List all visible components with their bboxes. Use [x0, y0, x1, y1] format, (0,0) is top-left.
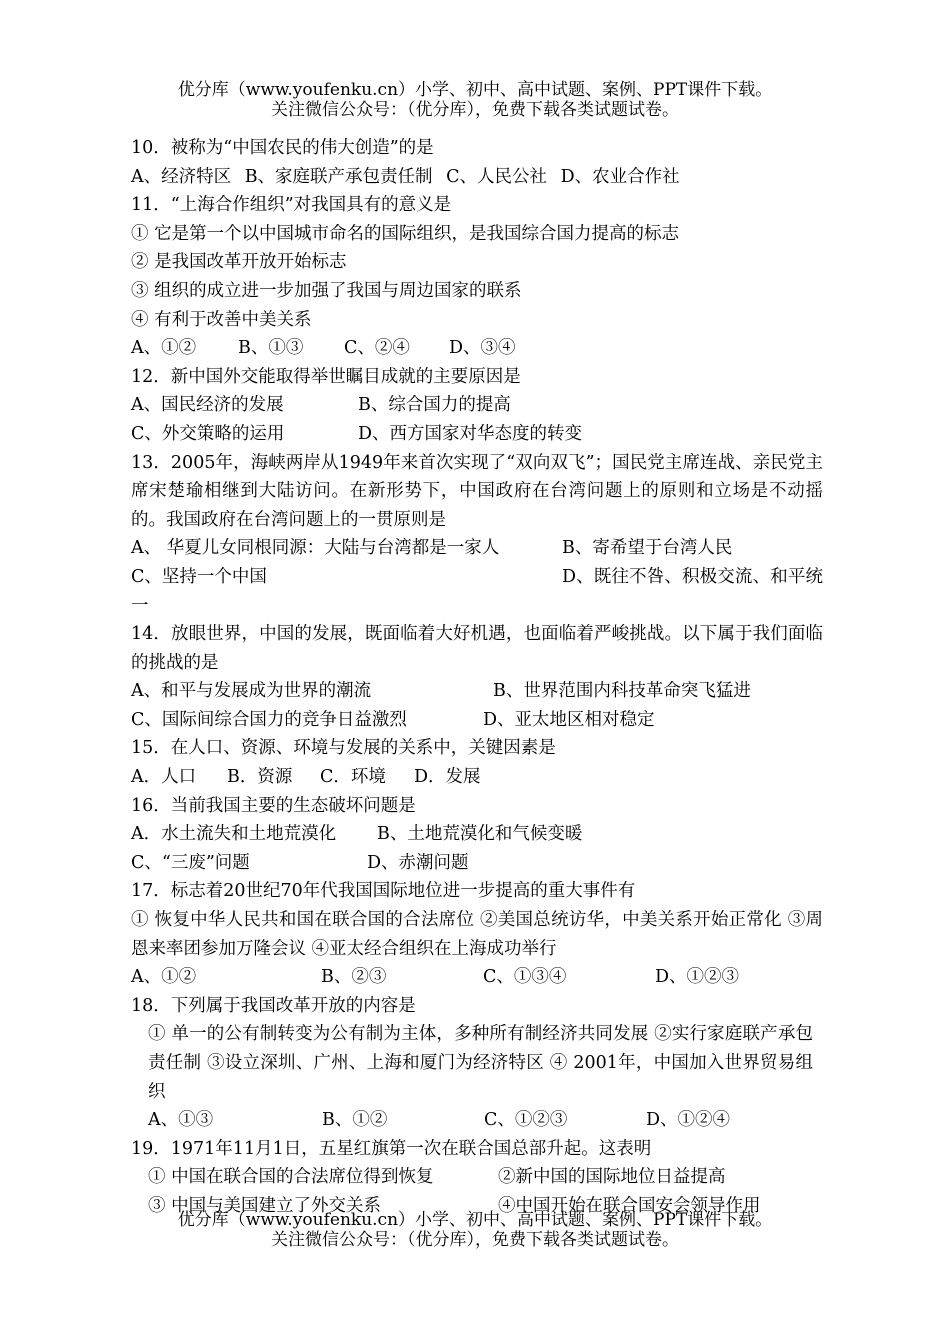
q17-statements: ① 恢复中华人民共和国在联合国的合法席位 ②美国总统访华，中美关系开始正常化 ③周恩来率团参加万隆会议 ④亚太经合组织在上海成功举行 [131, 910, 823, 959]
q11-statement-2: ② 是我国改革开放开始标志 [131, 252, 347, 273]
header-line-1: 优分库（www.youfenku.cn）小学、初中、高中试题、案例、PPT课件下载。 [177, 80, 773, 100]
q18-option-a: A、①③ [148, 1110, 214, 1131]
q11-option-c: C、②④ [344, 338, 410, 359]
q11-option-b: B、①③ [238, 338, 304, 359]
q13-option-d: D、既往不咎、积极交流、和平统一 [131, 566, 823, 616]
q15-option-d: D．发展 [414, 767, 481, 788]
q18-options [131, 1106, 823, 1135]
q18-option-d: D、①②④ [646, 1110, 731, 1131]
q10-options: A、经济特区 B、家庭联产承包责任制 C、人民公社 D、农业合作社 [131, 166, 680, 187]
q18-statements: ① 单一的公有制转变为公有制为主体，多种所有制经济共同发展 ②实行家庭联产承包责任制 ③设立深圳、广州、上海和厦门为经济特区 ④ 2001年，中国加入世界贸易组织 [148, 1024, 813, 1102]
footer-line-1: 优分库（www.youfenku.cn）小学、初中、高中试题、案例、PPT课件下载。 [177, 1210, 773, 1230]
q14-option-d: D、亚太地区相对稳定 [483, 709, 655, 730]
q14-stem: 14．放眼世界，中国的发展，既面临着大好机遇，也面临着严峻挑战。以下属于我们面临的挑战的是 [131, 624, 823, 673]
footer-line-2: 关注微信公众号：（优分库），免费下载各类试题试卷。 [271, 1230, 679, 1250]
q11-statement-4: ④ 有利于改善中美关系 [131, 309, 312, 330]
q11-stem: 11．“上海合作组织”对我国具有的意义是 [131, 195, 452, 216]
q16-stem: 16．当前我国主要的生态破坏问题是 [131, 795, 416, 816]
q17-option-d: D、①②③ [655, 967, 740, 988]
q12-options-row-1 [131, 391, 823, 420]
q10-stem: 10．被称为“中国农民的伟大创造”的是 [131, 138, 434, 158]
header-line-2: 关注微信公众号：（优分库），免费下载各类试题试卷。 [271, 100, 679, 120]
q19-statements-row-1 [131, 1163, 823, 1192]
q19-statement-2: ②新中国的国际地位日益提高 [498, 1167, 726, 1188]
q17-option-b: B、②③ [321, 967, 387, 988]
q13-option-c: C、坚持一个中国 [131, 566, 267, 587]
q12-option-b: B、综合国力的提高 [358, 395, 511, 416]
q15-option-b: B．资源 [227, 767, 293, 788]
q19-stem: 19．1971年11月1日，五星红旗第一次在联合国总部升起。这表明 [131, 1138, 652, 1159]
q18-stem: 18．下列属于我国改革开放的内容是 [131, 995, 416, 1016]
q15-option-c: C．环境 [320, 767, 386, 788]
q16-option-a: A．水土流失和土地荒漠化 [131, 824, 337, 845]
q14-options-row-1 [131, 677, 823, 706]
q12-option-c: C、外交策略的运用 [131, 423, 285, 444]
q16-options-row-2 [131, 849, 823, 878]
q17-options [131, 963, 823, 992]
q14-options-row-2 [131, 706, 823, 735]
q19-statement-1: ① 中国在联合国的合法席位得到恢复 [148, 1167, 434, 1188]
q12-option-d: D、西方国家对华态度的转变 [358, 423, 583, 444]
q11-statement-1: ① 它是第一个以中国城市命名的国际组织，是我国综合国力提高的标志 [131, 223, 680, 244]
q17-option-c: C、①③④ [483, 967, 567, 988]
q16-options-row-1 [131, 820, 823, 849]
q19-statement-3: ③ 中国与美国建立了外交关系 [148, 1195, 382, 1216]
q12-stem: 12．新中国外交能取得举世瞩目成就的主要原因是 [131, 366, 521, 387]
q15-stem: 15．在人口、资源、环境与发展的关系中，关键因素是 [131, 738, 556, 759]
q11-options [131, 334, 823, 363]
q14-option-a: A、和平与发展成为世界的潮流 [131, 681, 372, 702]
q17-stem: 17．标志着20世纪70年代我国国际地位进一步提高的重大事件有 [131, 881, 636, 902]
q14-option-b: B、世界范围内科技革命突飞猛进 [493, 681, 751, 702]
q12-option-a: A、国民经济的发展 [131, 395, 284, 416]
q16-option-c: C、“三废”问题 [131, 852, 250, 873]
q19-statement-4: ④中国开始在联合国安会领导作用 [498, 1195, 761, 1216]
q18-option-c: C、①②③ [484, 1110, 568, 1131]
question-list [131, 134, 823, 1221]
q13-option-a: A、 华夏儿女同根同源：大陆与台湾都是一家人 [131, 538, 500, 559]
q16-option-d: D、赤潮问题 [367, 852, 469, 873]
q13-options-row-2 [131, 563, 823, 620]
q15-option-a: A．人口 [131, 767, 197, 788]
q17-option-a: A、①② [131, 967, 197, 988]
q13-stem: 13．2005年，海峡两岸从1949年来首次实现了“双向双飞”；国民党主席连战、亲民党主席宋楚瑜相继到大陆访问。在新形势下，中国政府在台湾问题上的原则和立场是不动摇的。我国政府在台湾问题上的一贯原则是 [131, 452, 823, 530]
q14-option-c: C、国际间综合国力的竞争日益激烈 [131, 709, 407, 730]
q11-option-a: A、①② [131, 338, 197, 359]
q11-option-d: D、③④ [449, 338, 516, 359]
q13-option-b: B、寄希望于台湾人民 [562, 538, 733, 559]
q13-options-row-1 [131, 534, 823, 563]
q11-statement-3: ③ 组织的成立进一步加强了我国与周边国家的联系 [131, 280, 522, 301]
q15-options [131, 763, 823, 792]
q18-option-b: B、①② [322, 1110, 388, 1131]
q16-option-b: B、土地荒漠化和气候变暖 [377, 824, 583, 845]
q12-options-row-2 [131, 420, 823, 449]
